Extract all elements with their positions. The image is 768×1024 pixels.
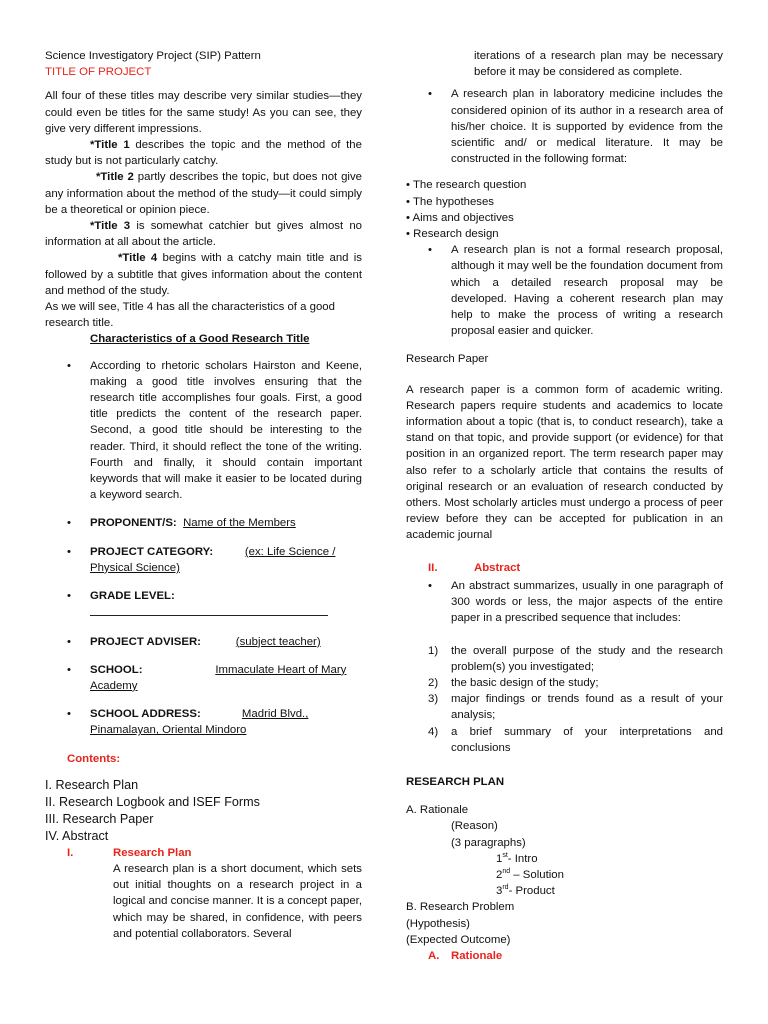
grade-blank-line [45, 604, 362, 621]
grade-row [45, 588, 362, 604]
title-1-text: describes the topic and the method of the study but is not particularly catchy. [45, 139, 362, 168]
adviser-row [45, 634, 362, 650]
research-plan-title: Research Plan [113, 846, 192, 859]
research-paper-text: A research paper is a common form of academic writing. Research papers require students and academics to locate information about a topic (that is, to conduct research), take a stand on that topic, and provide support (or evidence) for that position in an organized report. The term research paper may also refer to a scholarly article that contains the results of original research or an evaluation of research conducted by others. Most scholarly articles must undergo a process of peer review before they can be accepted for publication in an academic journal [406, 383, 723, 542]
left-column [45, 0, 362, 942]
title-of-project: TITLE OF PROJECT [45, 66, 152, 79]
school-row [45, 662, 362, 694]
contents-heading: Contents: [67, 752, 121, 765]
document-header: Science Investigatory Project (SIP) Pattern [45, 50, 261, 62]
title-2-paragraph [45, 169, 362, 218]
title-2-label: *Title 2 [96, 171, 134, 184]
research-plan-continued: iterations of a research plan may be necessary before it may be considered as complete. [474, 50, 723, 79]
abstract-list-item [406, 675, 723, 691]
abstract-list-item [406, 643, 723, 675]
ordinal-suffix: rd [502, 884, 509, 892]
list-text: the overall purpose of the study and the research problem(s) you investigated; [451, 644, 723, 673]
format-list [406, 177, 723, 242]
title-4-text: begins with a catchy main title and is followed by a subtitle that gives information about the content and method of the study. [45, 252, 362, 297]
paragraph-1-line [406, 851, 723, 867]
characteristics-bullet: • According to rhetoric scholars Hairston and Keene, making a good title involves ensuring that the research title accomplishes four goals. First, a good title predicts the content of the research paper. Second, a good title should be interesting to the reader. Third, it should reflect the tone of the writing. Fourth and finally, it should contain important keywords that will make it easier to be located during a keyword search. [45, 358, 362, 504]
list-number: 1) [428, 644, 439, 657]
ordinal-text: - Intro [507, 852, 538, 865]
abstract-numeral: II. [428, 561, 438, 574]
abstract-title: Abstract [474, 561, 521, 574]
b-research-problem: B. Research Problem [406, 901, 515, 914]
format-item: • Aims and objectives [406, 211, 514, 224]
ordinal-text: – Solution [510, 868, 564, 881]
title-3-text: is somewhat catchier but gives almost no information at all about the article. [45, 220, 362, 249]
category-label: PROJECT CATEGORY: [90, 545, 214, 558]
abstract-list [406, 643, 723, 756]
address-value: Madrid Blvd., Pinamalayan, Oriental Mindoro [90, 708, 309, 737]
paragraph-2-line [406, 867, 723, 883]
contents-item: II. Research Logbook and ISEF Forms [45, 794, 260, 809]
as-we-see-paragraph: As we will see, Title 4 has all the characteristics of a good research title. [45, 301, 335, 330]
paragraph-3-line [406, 883, 723, 899]
title-1-label: *Title 1 [90, 139, 130, 152]
rationale-heading [406, 948, 723, 964]
proponent-value: Name of the Members [183, 517, 296, 530]
contents-list [45, 777, 362, 845]
intro-paragraph: All four of these titles may describe very similar studies—they could even be titles for the same study! As you can see, they give very different impressions. [45, 90, 362, 135]
title-3-paragraph [45, 218, 362, 250]
a-rationale: A. Rationale [406, 804, 469, 817]
proponent-label: PROPONENT/S: [90, 517, 177, 530]
format-item: • Research design [406, 228, 499, 241]
school-value: Immaculate Heart of Mary Academy [90, 663, 347, 692]
rationale-numeral: A. [428, 949, 440, 962]
abstract-list-item [406, 724, 723, 756]
contents-item: IV. Abstract [45, 828, 109, 843]
abstract-list-item [406, 691, 723, 723]
title-2-text: partly describes the topic, but does not give any information about the method of the study—it could simply be a theoretical or opinion piece. [45, 171, 362, 216]
expected-outcome-line: (Expected Outcome) [406, 933, 511, 946]
characteristics-heading: Characteristics of a Good Research Title [90, 333, 310, 346]
contents-item: III. Research Paper [45, 811, 154, 826]
lab-medicine-bullet: • A research plan in laboratory medicine includes the considered opinion of its author in a research area of his/her choice. It is supported by evidence from the scientific and/ or medical literature. It may be constructed in the following format: [406, 86, 723, 167]
format-item: • The research question [406, 179, 527, 192]
research-paper-heading: Research Paper [406, 353, 489, 366]
ordinal-number: 3 [496, 885, 503, 898]
right-column [406, 0, 723, 964]
address-label: SCHOOL ADDRESS: [90, 708, 201, 721]
ordinal-suffix: st [502, 851, 508, 859]
reason-line: (Reason) [451, 820, 498, 833]
abstract-heading [406, 560, 723, 576]
research-plan-section-heading: RESEARCH PLAN [406, 775, 505, 788]
list-text: a brief summary of your interpretations and conclusions [451, 725, 723, 754]
adviser-label: PROJECT ADVISER: [90, 635, 201, 648]
adviser-value: (subject teacher) [235, 635, 321, 648]
title-4-paragraph [45, 250, 362, 299]
grade-label: GRADE LEVEL: [90, 590, 175, 603]
research-plan-numeral: I. [67, 846, 74, 859]
title-3-label: *Title 3 [90, 220, 131, 233]
category-value: (ex: Life Science / Physical Science) [90, 545, 336, 574]
list-number: 4) [428, 725, 439, 738]
hypothesis-line: (Hypothesis) [406, 917, 470, 930]
format-item: • The hypotheses [406, 195, 494, 208]
ordinal-suffix: nd [502, 868, 511, 876]
proponent-row [45, 515, 362, 531]
ordinal-text: - Product [508, 885, 555, 898]
list-number: 2) [428, 676, 439, 689]
ordinal-number: 2 [496, 868, 503, 881]
rationale-title: Rationale [451, 949, 503, 962]
address-row [45, 706, 362, 738]
abstract-bullet: • An abstract summarizes, usually in one paragraph of 300 words or less, the major aspects of the entire paper in a prescribed sequence that includes: [406, 578, 723, 627]
contents-item: I. Research Plan [45, 777, 139, 792]
not-formal-bullet: • A research plan is not a formal research proposal, although it may well be the foundation document from which a detailed research proposal may be developed. Having a coherent research plan may help to make the process of writing a research proposal easier and quicker. [406, 242, 723, 339]
list-text: major findings or trends found as a result of your analysis; [451, 693, 723, 722]
research-plan-heading [45, 845, 362, 861]
title-1-paragraph [45, 137, 362, 169]
school-label: SCHOOL: [90, 663, 143, 676]
list-number: 3) [428, 693, 439, 706]
three-paragraphs-line: (3 paragraphs) [451, 836, 526, 849]
research-plan-text: A research plan is a short document, which sets out initial thoughts on a research project in a logical and concise manner. It is a concept paper, which may be shared, in confidence, with peers and potential collaborators. Several [113, 862, 362, 940]
grade-blank [90, 604, 328, 616]
title-4-label: *Title 4 [118, 252, 158, 265]
category-row [45, 544, 362, 576]
list-text: the basic design of the study; [451, 676, 599, 689]
ordinal-number: 1 [496, 852, 503, 865]
